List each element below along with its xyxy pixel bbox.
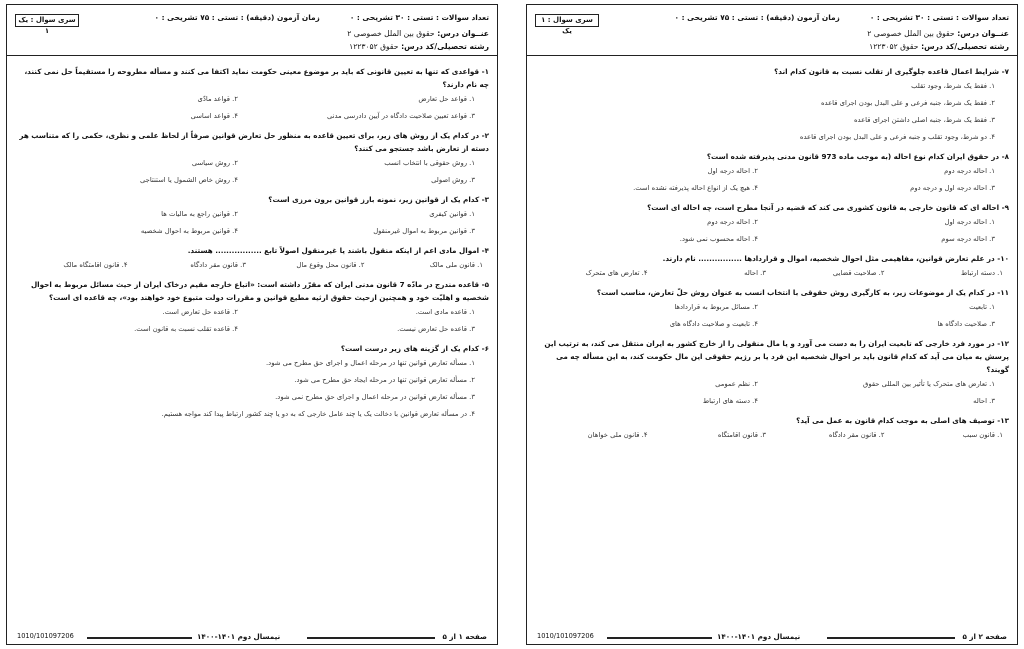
answer-option[interactable]: ۴. هیچ یک از انواع احاله پذیرفته نشده است. bbox=[633, 184, 758, 192]
field-value: حقوق ۱۲۲۳۰۵۲ bbox=[869, 42, 919, 51]
answer-option[interactable]: ۳. صلاحیت دادگاه ها bbox=[937, 320, 995, 328]
question-text: ۵- قاعده مندرج در مادّه 7 قانون مدنی ایران که مقرّر داشته است: «اتباع خارجه مقیم درخاک ایران از حیث مسائل مربوط به احوال شخصیه و اهلیّت خود و همچنین ازحیث حقوق ارثیه مطیع قوانین و مقررات دولت متبوع خود خواهند بود»، چه قاعده ای است؟ bbox=[30, 280, 489, 302]
options-group bbox=[15, 91, 489, 125]
answer-option[interactable]: ۴. در مسأله تعارض قوانین با دخالت یک یا چند عامل خارجی که به دو یا چند کشور ارتباط پیدا کند مواجه هستیم. bbox=[161, 410, 475, 418]
answer-option[interactable]: ۱. فقط یک شرط، وجود تقلب bbox=[911, 82, 995, 90]
question-count: تعداد سوالات : تستی : ۳۰ تشریحی : ۰ bbox=[869, 13, 1009, 22]
answer-option[interactable]: ۴. قواعد اساسی bbox=[190, 112, 238, 120]
question-count: تعداد سوالات : تستی : ۳۰ تشریحی : ۰ bbox=[349, 13, 489, 22]
answer-option[interactable]: ۴. قاعده تقلب نسبت به قانون است. bbox=[134, 325, 238, 333]
series-box: سری سوال : ۱ یک bbox=[535, 14, 599, 27]
answer-option[interactable]: ۴. روش خاص الشمول یا استنتاجی bbox=[139, 176, 238, 184]
answer-option[interactable]: ۱. قواعد حل تعارض bbox=[418, 95, 475, 103]
answer-option[interactable]: ۲. قانون مقر دادگاه bbox=[828, 431, 885, 439]
answer-option[interactable]: ۱. دسته ارتباط bbox=[960, 269, 1003, 277]
options-group bbox=[15, 257, 489, 274]
question-text: ۲- در کدام یک از روش های زیر، برای تعیین قاعده به منظور حل تعارض قوانین صرفاً از لحاظ علمی و نظری، حکمی را که متناسب هر دسته از تعارض باشد جستجو می کنند؟ bbox=[19, 131, 489, 153]
question-text: ۱۰- در علم تعارض قوانین، مفاهیمی مثل احوال شخصیه، اموال و قراردادها ................ نام دارند. bbox=[662, 254, 1009, 263]
exam-code: 1010/101097206 bbox=[17, 632, 74, 640]
answer-option[interactable]: ۳. قواعد تعیین صلاحیت دادگاه در آیین دادرسی مدنی bbox=[326, 112, 475, 120]
course-label: عنــوان درس: bbox=[437, 29, 489, 38]
question-text: ۴- اموال مادی اعم از اینکه منقول باشند یا غیرمنقول اصولاً تابع ................. هستند. bbox=[187, 246, 489, 255]
options-group bbox=[535, 427, 1009, 444]
exam-page-2 bbox=[526, 4, 1018, 645]
options-group bbox=[535, 265, 1009, 282]
question-text: ۸- در حقوق ایران کدام نوع احاله (به موجب ماده 973 قانون مدنی پذیرفته شده است؟ bbox=[706, 152, 1009, 161]
header-row bbox=[125, 13, 489, 22]
answer-option[interactable]: ۳. مسأله تعارض قوانین در مرحله اعمال و اجرای حق مطرح نمی شود. bbox=[275, 393, 475, 401]
series-box: سری سوال : یک ۱ bbox=[15, 14, 79, 27]
question-text: ۱۱- در کدام یک از موضوعات زیر، به کارگیری روش حقوقی با انتخاب انسب به عنوان روش حلّ تعارض، مناسب است؟ bbox=[596, 288, 1009, 297]
course-value: حقوق بین الملل خصوصی ۲ bbox=[867, 29, 955, 38]
answer-option[interactable]: ۳. فقط یک شرط، جنبه اصلی داشتن اجرای قاعده bbox=[853, 116, 995, 124]
answer-option[interactable]: ۱. قانون سبب bbox=[962, 431, 1003, 439]
course-title bbox=[867, 29, 1009, 38]
answer-option[interactable]: ۴. قوانین مربوط به احوال شخصیه bbox=[140, 227, 238, 235]
question-text: ۳- کدام یک از قوانین زیر، نمونه بارز قوانین برون مرزی است؟ bbox=[268, 195, 489, 204]
answer-option[interactable]: ۳. روش اصولی bbox=[431, 176, 475, 184]
options-group bbox=[535, 214, 1009, 248]
options-group bbox=[535, 78, 1009, 146]
question-text: ۱۲- در مورد فرد خارجی که تابعیت ایران را به دست می آورد و یا مال منقولی را از خارج کشور به ایران منتقل می کند، به ترتیب این پرسش به میان می آید که کدام قانون باید بر احوال شخصیه این فرد یا بر رژیم حقوقی این مال حکومت کند، به این مسأله چه می گویند؟ bbox=[544, 339, 1009, 374]
answer-option[interactable]: ۳. قاعده حل تعارض نیست. bbox=[397, 325, 475, 333]
answer-option[interactable]: ۱. قانون ملی مالک bbox=[429, 261, 483, 269]
answer-option[interactable]: ۲. فقط یک شرط، جنبه فرعی و علی البدل بودن اجرای قاعده bbox=[820, 99, 995, 107]
answer-option[interactable]: ۴. قانون ملی خواهان bbox=[587, 431, 648, 439]
answer-option[interactable]: ۳. احاله درجه اول و درجه دوم bbox=[910, 184, 995, 192]
field-code bbox=[349, 42, 489, 51]
course-title bbox=[347, 29, 489, 38]
answer-option[interactable]: ۳. قانون مقر دادگاه bbox=[190, 261, 246, 269]
answer-option[interactable]: ۴. احاله محسوب نمی شود. bbox=[679, 235, 758, 243]
answer-option[interactable]: ۲. قواعد مادّی bbox=[197, 95, 238, 103]
answer-option[interactable]: ۲. مسأله تعارض قوانین تنها در مرحله ایجاد حق مطرح می شود. bbox=[294, 376, 475, 384]
answer-option[interactable]: ۲. قانون محل وقوع مال bbox=[296, 261, 365, 269]
field-value: حقوق ۱۲۲۳۰۵۲ bbox=[349, 42, 399, 51]
answer-option[interactable]: ۳. احاله bbox=[744, 269, 766, 277]
questions-list bbox=[15, 61, 489, 423]
answer-option[interactable]: ۴. دو شرط، وجود تقلب و جنبه فرعی و علی البدل بودن اجرای قاعده bbox=[799, 133, 995, 141]
answer-option[interactable]: ۲. احاله درجه اول bbox=[707, 167, 758, 175]
answer-option[interactable]: ۱. احاله درجه اول bbox=[944, 218, 995, 226]
answer-option[interactable]: ۱. قاعده مادی است. bbox=[415, 308, 475, 316]
footer-rule bbox=[607, 637, 712, 639]
footer-rule bbox=[827, 637, 955, 639]
question-text: ۱- قواعدی که تنها به تعیین قانونی که باید بر موضوع معینی حکومت نماید اکتفا می کنند و مسأله مطروحه را مستقیماً حل نمی کنند، چه نام دارند؟ bbox=[24, 67, 489, 89]
exam-footer bbox=[527, 631, 1017, 644]
term-label: نیمسال دوم ۱۴۰۱-۱۴۰۰ bbox=[717, 632, 801, 641]
question-text: ۶- کدام یک از گزینه های زیر درست است؟ bbox=[340, 344, 489, 353]
options-group bbox=[15, 155, 489, 189]
answer-option[interactable]: ۴. تابعیت و صلاحیت دادگاه های bbox=[669, 320, 758, 328]
options-group bbox=[535, 376, 1009, 410]
question-text: ۱۳- توصیف های اصلی به موجب کدام قانون به عمل می آید؟ bbox=[796, 416, 1009, 425]
answer-option[interactable]: ۱. مسأله تعارض قوانین تنها در مرحله اعمال و اجرای حق مطرح می شود. bbox=[266, 359, 475, 367]
options-group bbox=[15, 304, 489, 338]
field-label: رشته تحصیلی/کد درس: bbox=[401, 42, 489, 51]
options-group bbox=[535, 299, 1009, 333]
page-number: صفحه ۲ از ۵ bbox=[962, 632, 1007, 641]
answer-option[interactable]: ۳. قانون اقامتگاه bbox=[717, 431, 766, 439]
answer-option[interactable]: ۱. قوانین کیفری bbox=[429, 210, 475, 218]
answer-option[interactable]: ۱. احاله درجه دوم bbox=[944, 167, 995, 175]
course-value: حقوق بین الملل خصوصی ۲ bbox=[347, 29, 435, 38]
answer-option[interactable]: ۲. روش سیاسی bbox=[191, 159, 238, 167]
exam-time: زمان آزمون (دقیقه) : تستی : ۷۵ تشریحی : ۰ bbox=[154, 13, 320, 22]
options-group bbox=[15, 206, 489, 240]
answer-option[interactable]: ۲. قوانین راجع به مالیات ها bbox=[161, 210, 238, 218]
answer-option[interactable]: ۲. قاعده حل تعارض است. bbox=[162, 308, 238, 316]
answer-option[interactable]: ۴. تعارض های متحرک bbox=[585, 269, 648, 277]
question-text: ۹- احاله ای که قانون خارجی به قانون کشوری می کند که قضیه در آنجا مطرح است، چه احاله ای است؟ bbox=[647, 203, 1009, 212]
answer-option[interactable]: ۱. تعارض های متحرک یا تأثیر بین المللی حقوق bbox=[863, 380, 995, 388]
answer-option[interactable]: ۳. قوانین مربوط به اموال غیرمنقول bbox=[373, 227, 475, 235]
answer-option[interactable]: ۱. تابعیت bbox=[969, 303, 995, 311]
answer-option[interactable]: ۳. احاله bbox=[973, 397, 995, 405]
exam-header bbox=[7, 5, 497, 56]
exam-page-1 bbox=[6, 4, 498, 645]
answer-option[interactable]: ۲. احاله درجه دوم bbox=[707, 218, 758, 226]
answer-option[interactable]: ۲. صلاحیت قضایی bbox=[832, 269, 885, 277]
footer-rule bbox=[87, 637, 192, 639]
exam-footer bbox=[7, 631, 497, 644]
answer-option[interactable]: ۱. روش حقوقی با انتخاب انسب bbox=[384, 159, 475, 167]
exam-code: 1010/101097206 bbox=[537, 632, 594, 640]
page-number: صفحه ۱ از ۵ bbox=[442, 632, 487, 641]
exam-time: زمان آزمون (دقیقه) : تستی : ۷۵ تشریحی : ۰ bbox=[674, 13, 840, 22]
answer-option[interactable]: ۳. احاله درجه سوم bbox=[941, 235, 995, 243]
field-code bbox=[869, 42, 1009, 51]
answer-option[interactable]: ۲. نظم عمومی bbox=[715, 380, 758, 388]
answer-option[interactable]: ۴. دسته های ارتباط bbox=[702, 397, 758, 405]
footer-rule bbox=[307, 637, 435, 639]
question-text: ۷- شرایط اعمال قاعده جلوگیری از تقلب نسبت به قانون کدام اند؟ bbox=[774, 67, 1009, 76]
options-group bbox=[535, 163, 1009, 197]
answer-option[interactable]: ۴. قانون اقامتگاه مالک bbox=[63, 261, 128, 269]
answer-option[interactable]: ۲. مسائل مربوط به قراردادها bbox=[674, 303, 758, 311]
field-label: رشته تحصیلی/کد درس: bbox=[921, 42, 1009, 51]
questions-list bbox=[535, 61, 1009, 444]
course-label: عنــوان درس: bbox=[957, 29, 1009, 38]
header-row bbox=[645, 13, 1009, 22]
exam-header bbox=[527, 5, 1017, 56]
options-group bbox=[15, 355, 489, 423]
term-label: نیمسال دوم ۱۴۰۱-۱۴۰۰ bbox=[197, 632, 281, 641]
